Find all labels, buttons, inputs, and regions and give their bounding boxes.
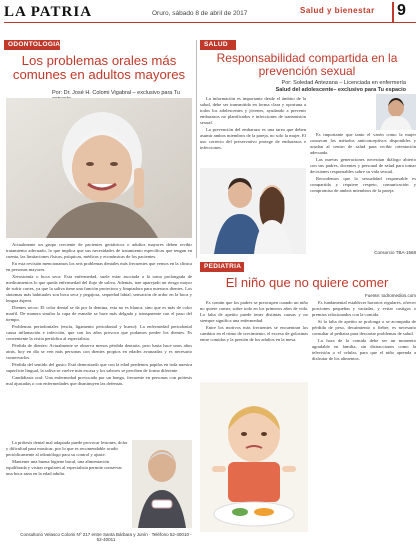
man-with-dentures-photo — [132, 440, 192, 528]
odontologia-paragraph: Pérdida del sentido del gusto: Está demostrado que con la edad perdemos papilas en toda nuestra superficie lingual, la saliva se vuelve más escasa y los sabores se perciben de forma diferente. — [6, 362, 192, 373]
salud-paragraph: Recordemos que la sexualidad responsable es compartida y requiere respeto, comunicación y compromiso de ambos miembros de la pareja. — [310, 176, 416, 193]
salud-paragraph: Es importante que tanto el varón como la mujer conozcan los métodos anticonceptivos disponibles y acudan al centro de salud para recibir orientación adecuada. — [310, 132, 416, 155]
pediatria-body-col2 — [312, 300, 416, 532]
elderly-woman-photo — [6, 98, 192, 238]
odontologia-body-continued — [6, 440, 128, 528]
odontologia-byline: Por: Dr. José H. Colomi Vigabral – exclusivo para Tu — [52, 90, 180, 96]
pediatria-paragraph: Entre los motivos más frecuentes se encuentran los cambios en el ritmo de crecimiento, el exceso de golosinas entre comidas y la presión de los adultos en la mesa. — [200, 325, 308, 342]
odontologia-paragraph: Xerostomía o boca seca: Esta enfermedad, suele estar asociada a la toma prolongada de medicamentos lo que queda enfermedad del flujo de saliva. Además, trae aparejado un riesgo mayor de sufrir caries, ya que la saliva tiene una función protectora y limpiadora para nuestros dientes. Los síntomas más habituales son boca seca y pegajosa, sequedad labial, sensación de ardor en la boca y lengua áspera. — [6, 274, 192, 303]
odontologia-paragraph: Pérdida de dientes: Actualmente se observa menos pérdida dentaria, pero hasta hace unos años atrás, hoy en día se ven más personas con dientes propios en edades avanzadas y es necesario conservarlos. — [6, 343, 192, 360]
pediatria-headline: El niño que no quiere comer — [225, 275, 389, 290]
newspaper-logo: LA PATRIA — [4, 4, 93, 20]
odontologia-paragraph: La prótesis dental mal adaptada puede provocar lesiones, dolor y dificultad para masticar, por lo que es recomendable acudir periódicamente al odontólogo para su control y ajuste. — [6, 440, 128, 457]
odontologia-paragraph: Dientes secos: El color dental se da por la dentina, esta no es blanca, sino que es más de color marfil. De manera similar la capa de esmalte se hace más delgada y transparente con el paso del tiempo. — [6, 305, 192, 322]
odontologia-body — [6, 242, 192, 438]
author-portrait-photo — [376, 94, 416, 130]
salud-paragraph: La información es importante desde el ámbito de la salud, debe ser transmitida en forma clara y oportuna a todos los adolescentes y jóvenes, ayudando a prevenir embarazos no planificados e infecciones de transmisión sexual. — [200, 96, 306, 125]
column-divider — [196, 40, 197, 258]
pediatria-paragraph: Si la falta de apetito se prolonga o se acompaña de pérdida de peso, decaimiento o fiebre, es necesario consultar al pediatra para descartar problemas de salud. — [312, 319, 416, 336]
pediatria-body-col1 — [200, 300, 308, 378]
dateline: Oruro, sábado 8 de abril de 2017 — [152, 10, 248, 17]
pediatria-label: PEDIATRIA — [200, 262, 244, 272]
salud-byline-2: Salud del adolescente– exclusivo para Tu espacio — [275, 87, 406, 93]
salud-byline-1: Por: Soledad Antezana – Licenciada en enfermería — [281, 80, 406, 86]
odontologia-paragraph: Actualmente un grupo creciente de pacientes geriátricos o adultos mayores deben recibir tratamiento adecuado, lo que implica que sus necesidades de tratamiento específicas que tengan en cuenta, las limitaciones físicas, psíquicas, médicas y económicas de los pacientes. — [6, 242, 192, 259]
pediatria-paragraph: La hora de la comida debe ser un momento agradable en familia, sin distracciones como la televisión o el celular, para que el niño aprenda a disfrutar de los alimentos. — [312, 338, 416, 361]
salud-body-col2 — [310, 132, 416, 256]
odontologia-label: ODONTOLOGIA — [4, 40, 60, 50]
salud-paragraph: La prevención del embarazo es una tarea que deben asumir ambos miembros de la pareja, no solo la mujer. El uso correcto del preservativo protege de embarazos e infecciones. — [200, 127, 306, 150]
odontologia-paragraph: Problemas periodontales (encía, ligamento periodontal y hueso): La enfermedad periodontal causa inflamación e infección, que con los años provoca que podamos perder los dientes. Es conveniente la visita periódica al especialista. — [6, 324, 192, 341]
child-refusing-food-photo — [200, 382, 308, 532]
odontologia-paragraph: En esta revisión mencionamos los seis problemas dentales más frecuentes que vemos en la clínica en personas mayores. — [6, 261, 192, 272]
pediatria-source: Fuente: todromedios.com — [364, 293, 416, 298]
pediatria-paragraph: Es fundamental establecer horarios regulares, ofrecer porciones pequeñas y variadas, y evitar castigos o premios relacionados con la comida. — [312, 300, 416, 317]
salud-paragraph: Las nuevas generaciones necesitan diálogo abierto con sus padres, docentes y personal de salud para tomar decisiones responsables sobre su vida sexual. — [310, 157, 416, 174]
top-rule — [4, 22, 416, 23]
odontologia-paragraph: Candidiasis oral: Una enfermedad provocada por un hongo, frecuente en personas con prótesis mal ajustadas o con enfermedades que disminuyen las defensas. — [6, 375, 192, 386]
salud-photo-caption: Consorcio TBA-1568 — [374, 250, 416, 255]
page-number: 9 — [392, 2, 416, 22]
salud-label: SALUD — [200, 40, 236, 50]
salud-headline: Responsabilidad compartida en la prevención sexual — [216, 51, 398, 78]
odontologia-headline: Los problemas orales más comunes en adultos mayores — [12, 53, 186, 83]
odontologia-photo-caption: Consultorio Velasco Colomi Nº 217 entre Santa Bárbara y Junín · Teléfono 52-40010 - 52-40011 — [20, 532, 192, 542]
odontologia-paragraph: Mantener una buena higiene bucal, una alimentación equilibrada y visitas regulares al especialista permite conservar una boca sana en la edad adulta. — [6, 459, 122, 476]
pediatria-paragraph: Es común que los padres se preocupen cuando un niño no quiere comer, sobre todo en los primeros años de vida. La falta de apetito puede tener distintas causas y no siempre significa una enfermedad. — [200, 300, 308, 323]
salud-body-col1 — [200, 96, 306, 166]
section-title: Salud y bienestar — [300, 6, 375, 15]
couple-photo — [200, 168, 306, 254]
